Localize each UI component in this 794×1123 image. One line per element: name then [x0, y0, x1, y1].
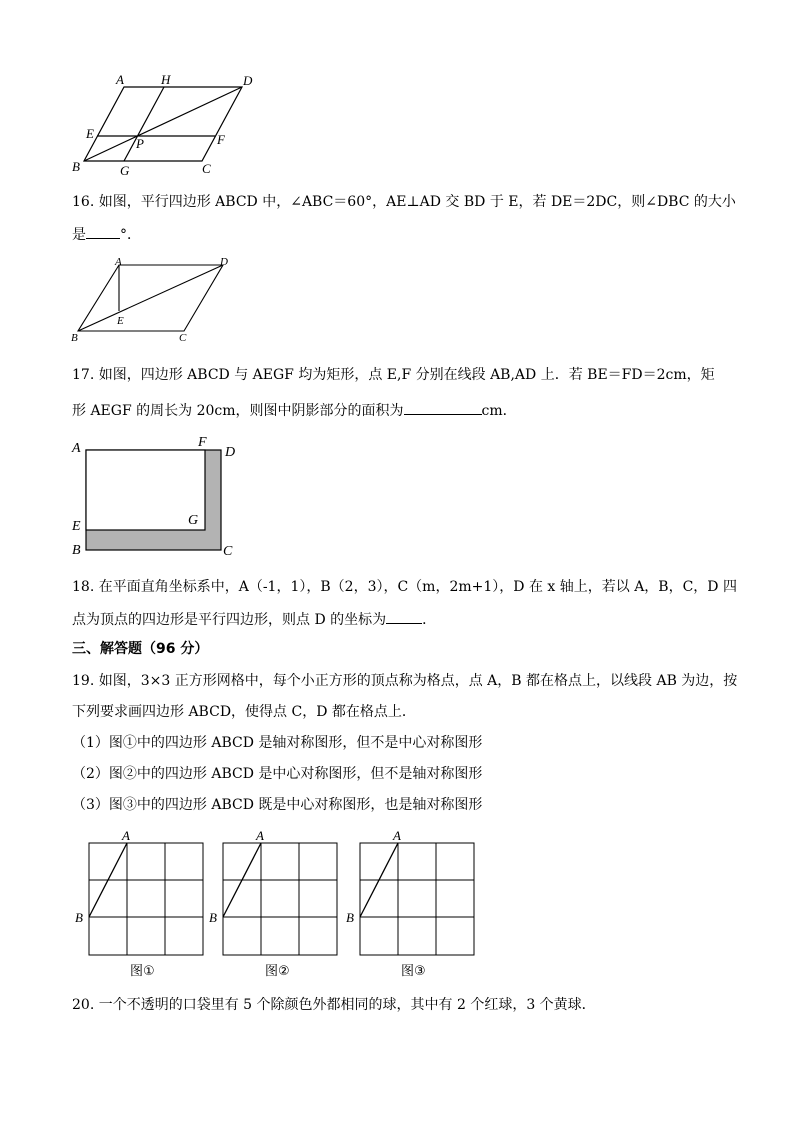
q17-line2-pre: 形 AEGF 的周长为 20cm，则图中阴影部分的面积为 — [72, 403, 404, 419]
q19-item3: （3）图③中的四边形 ABCD 既是中心对称图形，也是轴对称图形 — [72, 797, 483, 813]
q17-label-g: G — [188, 513, 199, 528]
figure-rectangles-shaded — [66, 432, 246, 562]
q16-label-c: C — [179, 332, 187, 344]
grid3-label-a: A — [393, 828, 401, 843]
grid2-label-a: A — [256, 828, 264, 843]
q16-label-d: D — [220, 256, 228, 268]
grid3-caption: 图③ — [401, 964, 426, 979]
q18-line2 — [72, 609, 732, 629]
q20-line1: 20. 一个不透明的口袋里有 5 个除颜色外都相同的球，其中有 2 个红球，3 个黄球． — [72, 997, 596, 1013]
grid-figure-1[interactable] — [72, 826, 212, 958]
label-e: E — [86, 126, 94, 141]
grid1-label-b: B — [75, 910, 83, 925]
q16-line2-post: °． — [120, 227, 141, 243]
q18-line2-post: ． — [422, 612, 437, 628]
q18-line1: 18. 在平面直角坐标系中，A（-1，1），B（2，3），C（m，2m+1），D 在 x 轴上，若以 A，B，C，D 四 — [72, 579, 737, 595]
q17-answer-blank[interactable] — [404, 400, 482, 415]
q19-item1: （1）图①中的四边形 ABCD 是轴对称图形，但不是中心对称图形 — [72, 735, 483, 751]
q17-line1: 17. 如图，四边形 ABCD 与 AEGF 均为矩形，点 E,F 分别在线段 AB,AD 上．若 BE＝FD＝2cm，矩 — [72, 367, 715, 383]
q17-label-c: C — [223, 544, 233, 559]
label-b: B — [72, 159, 80, 174]
label-d: D — [243, 73, 253, 88]
q18-answer-blank[interactable] — [386, 609, 422, 624]
q16-label-b: B — [71, 332, 78, 344]
q16-line2-pre: 是 — [72, 227, 86, 243]
label-c: C — [202, 161, 211, 176]
q17-label-b: B — [72, 543, 81, 558]
grid-figure-2[interactable] — [206, 826, 346, 958]
q17-label-e: E — [72, 519, 81, 534]
q19-line1: 19. 如图，3×3 正方形网格中，每个小正方形的顶点称为格点，点 A，B 都在格点上，以线段 AB 为边，按 — [72, 673, 738, 689]
label-h: H — [161, 72, 171, 87]
section-3-heading: 三、解答题（96 分） — [72, 641, 209, 657]
q17-label-a: A — [72, 441, 81, 456]
label-p: P — [136, 136, 144, 151]
label-f: F — [217, 132, 225, 147]
grid-figure-3[interactable] — [343, 826, 483, 958]
q16-label-a: A — [115, 256, 122, 268]
q17-line2-post: cm． — [481, 403, 517, 419]
grid2-label-b: B — [209, 910, 217, 925]
q19-line2: 下列要求画四边形 ABCD，使得点 C，D 都在格点上． — [72, 704, 416, 720]
grid3-label-b: B — [346, 910, 354, 925]
q16-line2 — [72, 224, 732, 244]
figure-parallelogram-aed — [66, 255, 246, 345]
grid1-label-a: A — [122, 828, 130, 843]
label-g: G — [120, 163, 130, 178]
grid1-caption: 图① — [130, 964, 155, 979]
q16-answer-blank[interactable] — [86, 224, 120, 239]
figure-parallelogram-ahd — [60, 70, 280, 180]
q17-line2 — [72, 400, 732, 420]
q19-item2: （2）图②中的四边形 ABCD 是中心对称图形，但不是轴对称图形 — [72, 766, 483, 782]
q16-line1: 16. 如图，平行四边形 ABCD 中，∠ABC＝60°，AE⊥AD 交 BD 于 E，若 DE＝2DC，则∠DBC 的大小 — [72, 194, 736, 210]
q17-label-f: F — [198, 435, 207, 450]
grid2-caption: 图② — [265, 964, 290, 979]
q18-line2-pre: 点为顶点的四边形是平行四边形，则点 D 的坐标为 — [72, 612, 387, 628]
q17-label-d: D — [225, 445, 236, 460]
q16-label-e: E — [117, 315, 124, 327]
label-a: A — [116, 72, 124, 87]
